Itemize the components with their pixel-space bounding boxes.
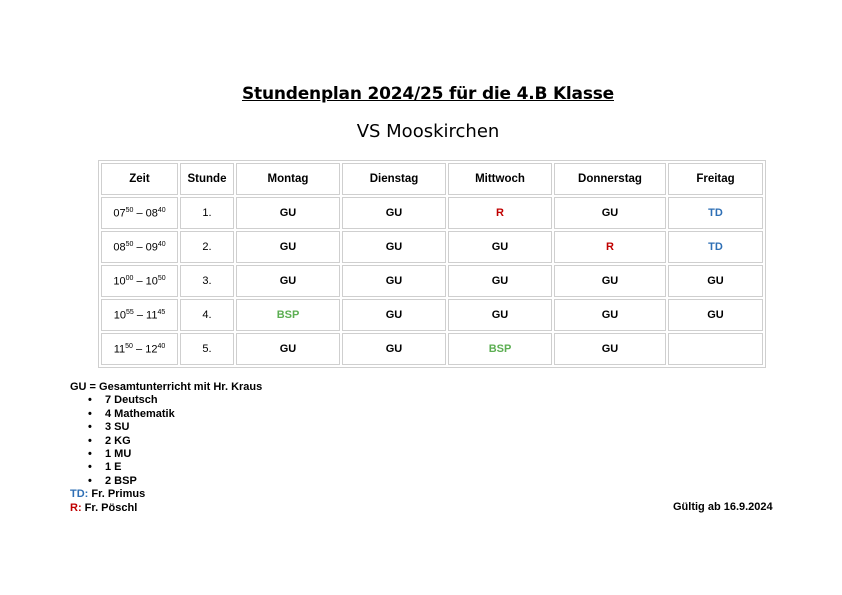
time-end-minute: 40 <box>157 206 166 214</box>
subject-cell-dienstag: GU <box>342 197 446 229</box>
time-cell <box>101 299 178 331</box>
subject-cell-freitag: GU <box>668 299 763 331</box>
period-cell: 4. <box>180 299 234 331</box>
subject-cell-donnerstag: GU <box>554 299 666 331</box>
period-cell: 3. <box>180 265 234 297</box>
period-cell: 5. <box>180 333 234 365</box>
legend-item: • 7 Deutsch <box>105 394 262 407</box>
subject-cell-montag: BSP <box>236 299 340 331</box>
legend-td-line <box>70 488 262 501</box>
time-end-hour: 09 <box>145 241 158 254</box>
time-start-hour: 10 <box>113 275 126 288</box>
legend-item: • 3 SU <box>105 421 262 434</box>
time-end-minute: 40 <box>157 240 166 248</box>
legend-item: • 1 E <box>105 461 262 474</box>
time-start-minute: 50 <box>125 206 134 214</box>
time-separator: – <box>136 275 143 288</box>
period-cell: 2. <box>180 231 234 263</box>
subject-cell-mittwoch: GU <box>448 265 552 297</box>
time-separator: – <box>136 207 143 220</box>
legend-item: • 1 MU <box>105 448 262 461</box>
time-start-hour: 11 <box>113 343 126 356</box>
time-end-hour: 12 <box>145 343 158 356</box>
time-end-minute: 40 <box>157 342 166 350</box>
page-title: Stundenplan 2024/25 für die 4.B Klasse <box>241 84 614 104</box>
time-end-hour: 11 <box>146 309 158 322</box>
legend <box>70 381 262 515</box>
time-start-hour: 07 <box>113 207 126 220</box>
subject-cell-montag: GU <box>236 265 340 297</box>
header-zeit: Zeit <box>101 163 178 195</box>
subject-cell-freitag <box>668 333 763 365</box>
subject-cell-mittwoch: GU <box>448 299 552 331</box>
time-start-hour: 10 <box>113 309 126 322</box>
time-cell <box>101 197 178 229</box>
subject-cell-mittwoch: BSP <box>448 333 552 365</box>
subject-cell-donnerstag: GU <box>554 333 666 365</box>
header-stunde: Stunde <box>180 163 234 195</box>
subject-cell-donnerstag: GU <box>554 197 666 229</box>
time-start-minute: 50 <box>125 342 133 350</box>
period-cell: 1. <box>180 197 234 229</box>
header-mittwoch: Mittwoch <box>448 163 552 195</box>
subject-cell-freitag: TD <box>668 231 763 263</box>
time-end-minute: 45 <box>157 308 166 316</box>
subject-cell-donnerstag: R <box>554 231 666 263</box>
subject-cell-montag: GU <box>236 231 340 263</box>
subject-cell-freitag: TD <box>668 197 763 229</box>
legend-subject-list <box>70 394 262 488</box>
legend-item: • 4 Mathematik <box>105 408 262 421</box>
subject-cell-montag: GU <box>236 333 340 365</box>
subject-cell-dienstag: GU <box>342 299 446 331</box>
school-name: VS Mooskirchen <box>356 121 500 142</box>
legend-r-key: R: <box>70 501 82 514</box>
table-row <box>101 265 763 297</box>
time-cell <box>101 231 178 263</box>
subject-cell-montag: GU <box>236 197 340 229</box>
legend-item: • 2 BSP <box>105 475 262 488</box>
time-cell <box>101 333 178 365</box>
header-montag: Montag <box>236 163 340 195</box>
legend-item: • 2 KG <box>105 435 262 448</box>
time-start-minute: 00 <box>125 274 134 282</box>
time-end-hour: 08 <box>145 207 158 220</box>
time-separator: – <box>136 309 143 322</box>
time-cell <box>101 265 178 297</box>
table-row <box>101 299 763 331</box>
time-start-hour: 08 <box>113 241 126 254</box>
time-start-minute: 50 <box>125 240 134 248</box>
legend-r-line <box>70 502 262 515</box>
table-row <box>101 333 763 365</box>
valid-from: Gültig ab 16.9.2024 <box>673 501 773 513</box>
legend-td-key: TD: <box>70 488 89 501</box>
timetable <box>98 160 766 368</box>
time-separator: – <box>136 343 143 356</box>
subject-cell-dienstag: GU <box>342 333 446 365</box>
table-row <box>101 197 763 229</box>
legend-td-teacher: Fr. Primus <box>91 488 146 501</box>
subject-cell-donnerstag: GU <box>554 265 666 297</box>
legend-r-teacher: Fr. Pöschl <box>84 501 138 514</box>
subject-cell-dienstag: GU <box>342 265 446 297</box>
subject-cell-freitag: GU <box>668 265 763 297</box>
time-separator: – <box>136 241 143 254</box>
time-end-minute: 50 <box>157 274 166 282</box>
time-end-hour: 10 <box>145 275 158 288</box>
table-row <box>101 231 763 263</box>
subject-cell-mittwoch: R <box>448 197 552 229</box>
header-dienstag: Dienstag <box>342 163 446 195</box>
legend-gu-line: GU = Gesamtunterricht mit Hr. Kraus <box>70 381 263 393</box>
time-start-minute: 55 <box>125 308 134 316</box>
header-row <box>101 163 763 195</box>
subject-cell-mittwoch: GU <box>448 231 552 263</box>
subject-cell-dienstag: GU <box>342 231 446 263</box>
header-donnerstag: Donnerstag <box>554 163 666 195</box>
header-freitag: Freitag <box>668 163 763 195</box>
